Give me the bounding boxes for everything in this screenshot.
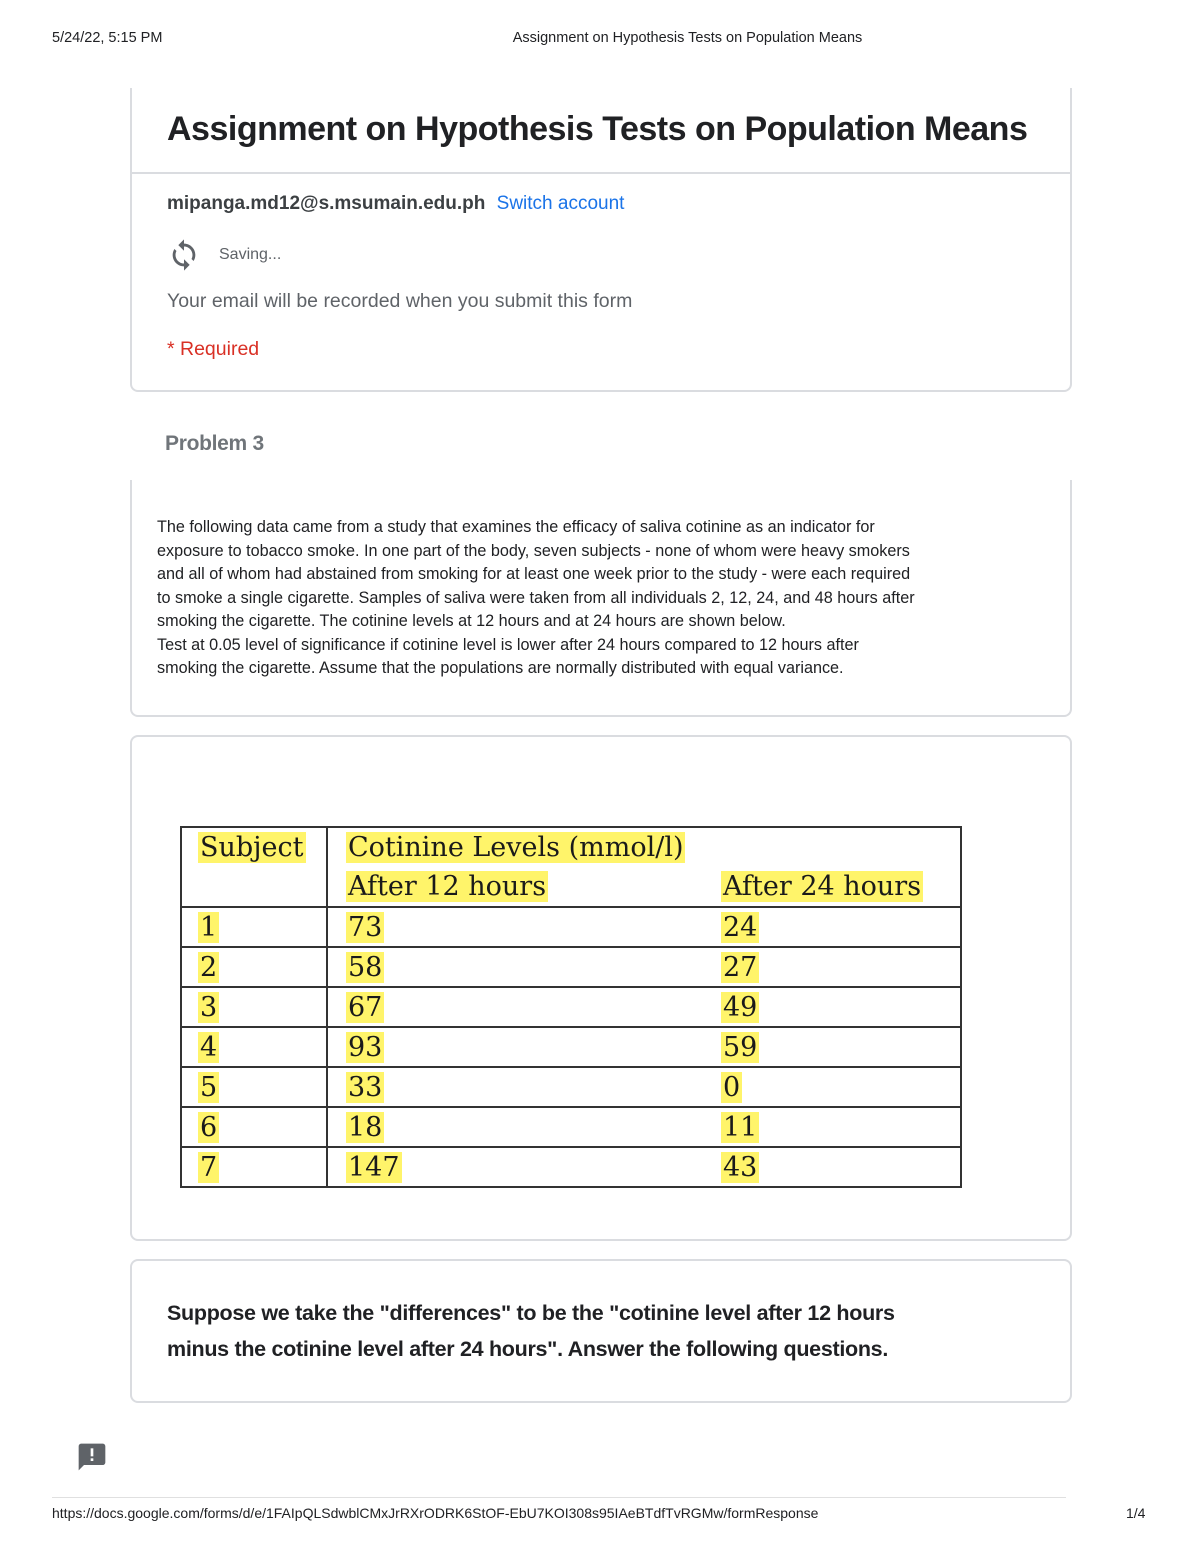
description-line: smoking the cigarette. Assume that the populations are normally distributed with equal variance. [157,659,844,677]
sync-icon [167,238,201,272]
after24-cell: 49 [723,991,758,1023]
description-line: and all of whom had abstained from smoking for at least one week prior to the study - were each required [157,565,911,583]
after12-cell: 58 [348,951,383,983]
col-after24-header: After 24 hours [723,871,922,902]
saving-status [167,238,281,272]
subject-cell: 2 [200,951,218,983]
subject-header: Subject [200,832,304,863]
print-datetime: 5/24/22, 5:15 PM [52,30,163,46]
description-line: to smoke a single cigarette. Samples of saliva were taken from all individuals 2, 12, 24, and 48 hours after [157,588,915,607]
after12-cell: 147 [348,1151,400,1183]
after12-cell: 18 [348,1111,383,1143]
switch-account-link[interactable]: Switch account [496,193,625,214]
after24-cell: 27 [723,951,758,983]
after24-cell: 59 [723,1031,758,1063]
levels-header-cell [327,827,961,867]
after24-cell: 11 [723,1111,758,1143]
section-title: Problem 3 [165,432,264,455]
subject-cell: 7 [200,1151,218,1183]
email-note: Your email will be recorded when you submit this form [167,290,633,312]
description-line: smoking the cigarette. The cotinine levels at 12 hours and at 24 hours are shown below. [157,612,786,630]
question-text [167,1295,1027,1367]
subject-cell: 5 [200,1071,218,1103]
table-image-card [130,735,1072,1241]
table-row [181,947,961,987]
saving-text: Saving... [219,246,282,263]
after12-cell: 93 [348,1031,383,1063]
after12-cell: 67 [348,991,383,1023]
table-subheader-row [181,867,961,907]
after12-cell: 33 [348,1071,383,1103]
section-description-card [130,480,1072,717]
column-headers-cell [327,867,961,907]
table-row [181,1107,961,1147]
description-line: exposure to tobacco smoke. In one part of the body, seven subjects - none of whom were heavy smokers [157,541,910,560]
question-card [130,1259,1072,1403]
print-header [0,30,1200,50]
question-line: minus the cotinine level after 24 hours". Answer the following questions. [167,1337,889,1361]
account-email: mipanga.md12@s.msumain.edu.ph [167,193,486,214]
description-line: Test at 0.05 level of significance if cotinine level is lower after 24 hours compared to 12 hours after [157,635,859,654]
print-title: Assignment on Hypothesis Tests on Population Means [512,30,863,46]
question-line: Suppose we take the "differences" to be the "cotinine level after 12 hours [167,1301,895,1325]
subject-cell: 1 [200,911,218,943]
form-header-card [130,88,1072,392]
section-description [157,516,1037,681]
form-title: Assignment on Hypothesis Tests on Population Means [167,110,1028,148]
table-row [181,1067,961,1107]
account-line [167,193,624,215]
empty-cell [181,867,327,907]
table-header-row [181,827,961,867]
cotinine-table [180,826,962,1188]
after24-cell: 24 [723,911,758,943]
table-row [181,1027,961,1067]
table-row [181,907,961,947]
table-row [181,1147,961,1187]
footer-divider [52,1497,1066,1498]
levels-header: Cotinine Levels (mmol/l) [348,832,684,863]
description-line: The following data came from a study that examines the efficacy of saliva cotinine as an indicator for [157,518,875,536]
print-url: https://docs.google.com/forms/d/e/1FAIpQLSdwblCMxJrRXrODRK6StOF-EbU7KOI308s95IAeBTdfTvRGMw/formResponse [52,1505,819,1521]
subject-header-cell [181,827,327,867]
subject-cell: 3 [200,991,218,1023]
page-number: 1/4 [1126,1505,1146,1521]
table-row [181,987,961,1027]
after12-cell: 73 [348,911,383,943]
header-divider [132,172,1070,174]
col-after12-header: After 12 hours [348,871,547,902]
subject-cell: 6 [200,1111,218,1143]
feedback-icon[interactable] [75,1441,109,1473]
after24-cell: 43 [723,1151,758,1183]
after24-cell: 0 [723,1071,741,1103]
required-note: * Required [167,338,260,360]
subject-cell: 4 [200,1031,218,1063]
